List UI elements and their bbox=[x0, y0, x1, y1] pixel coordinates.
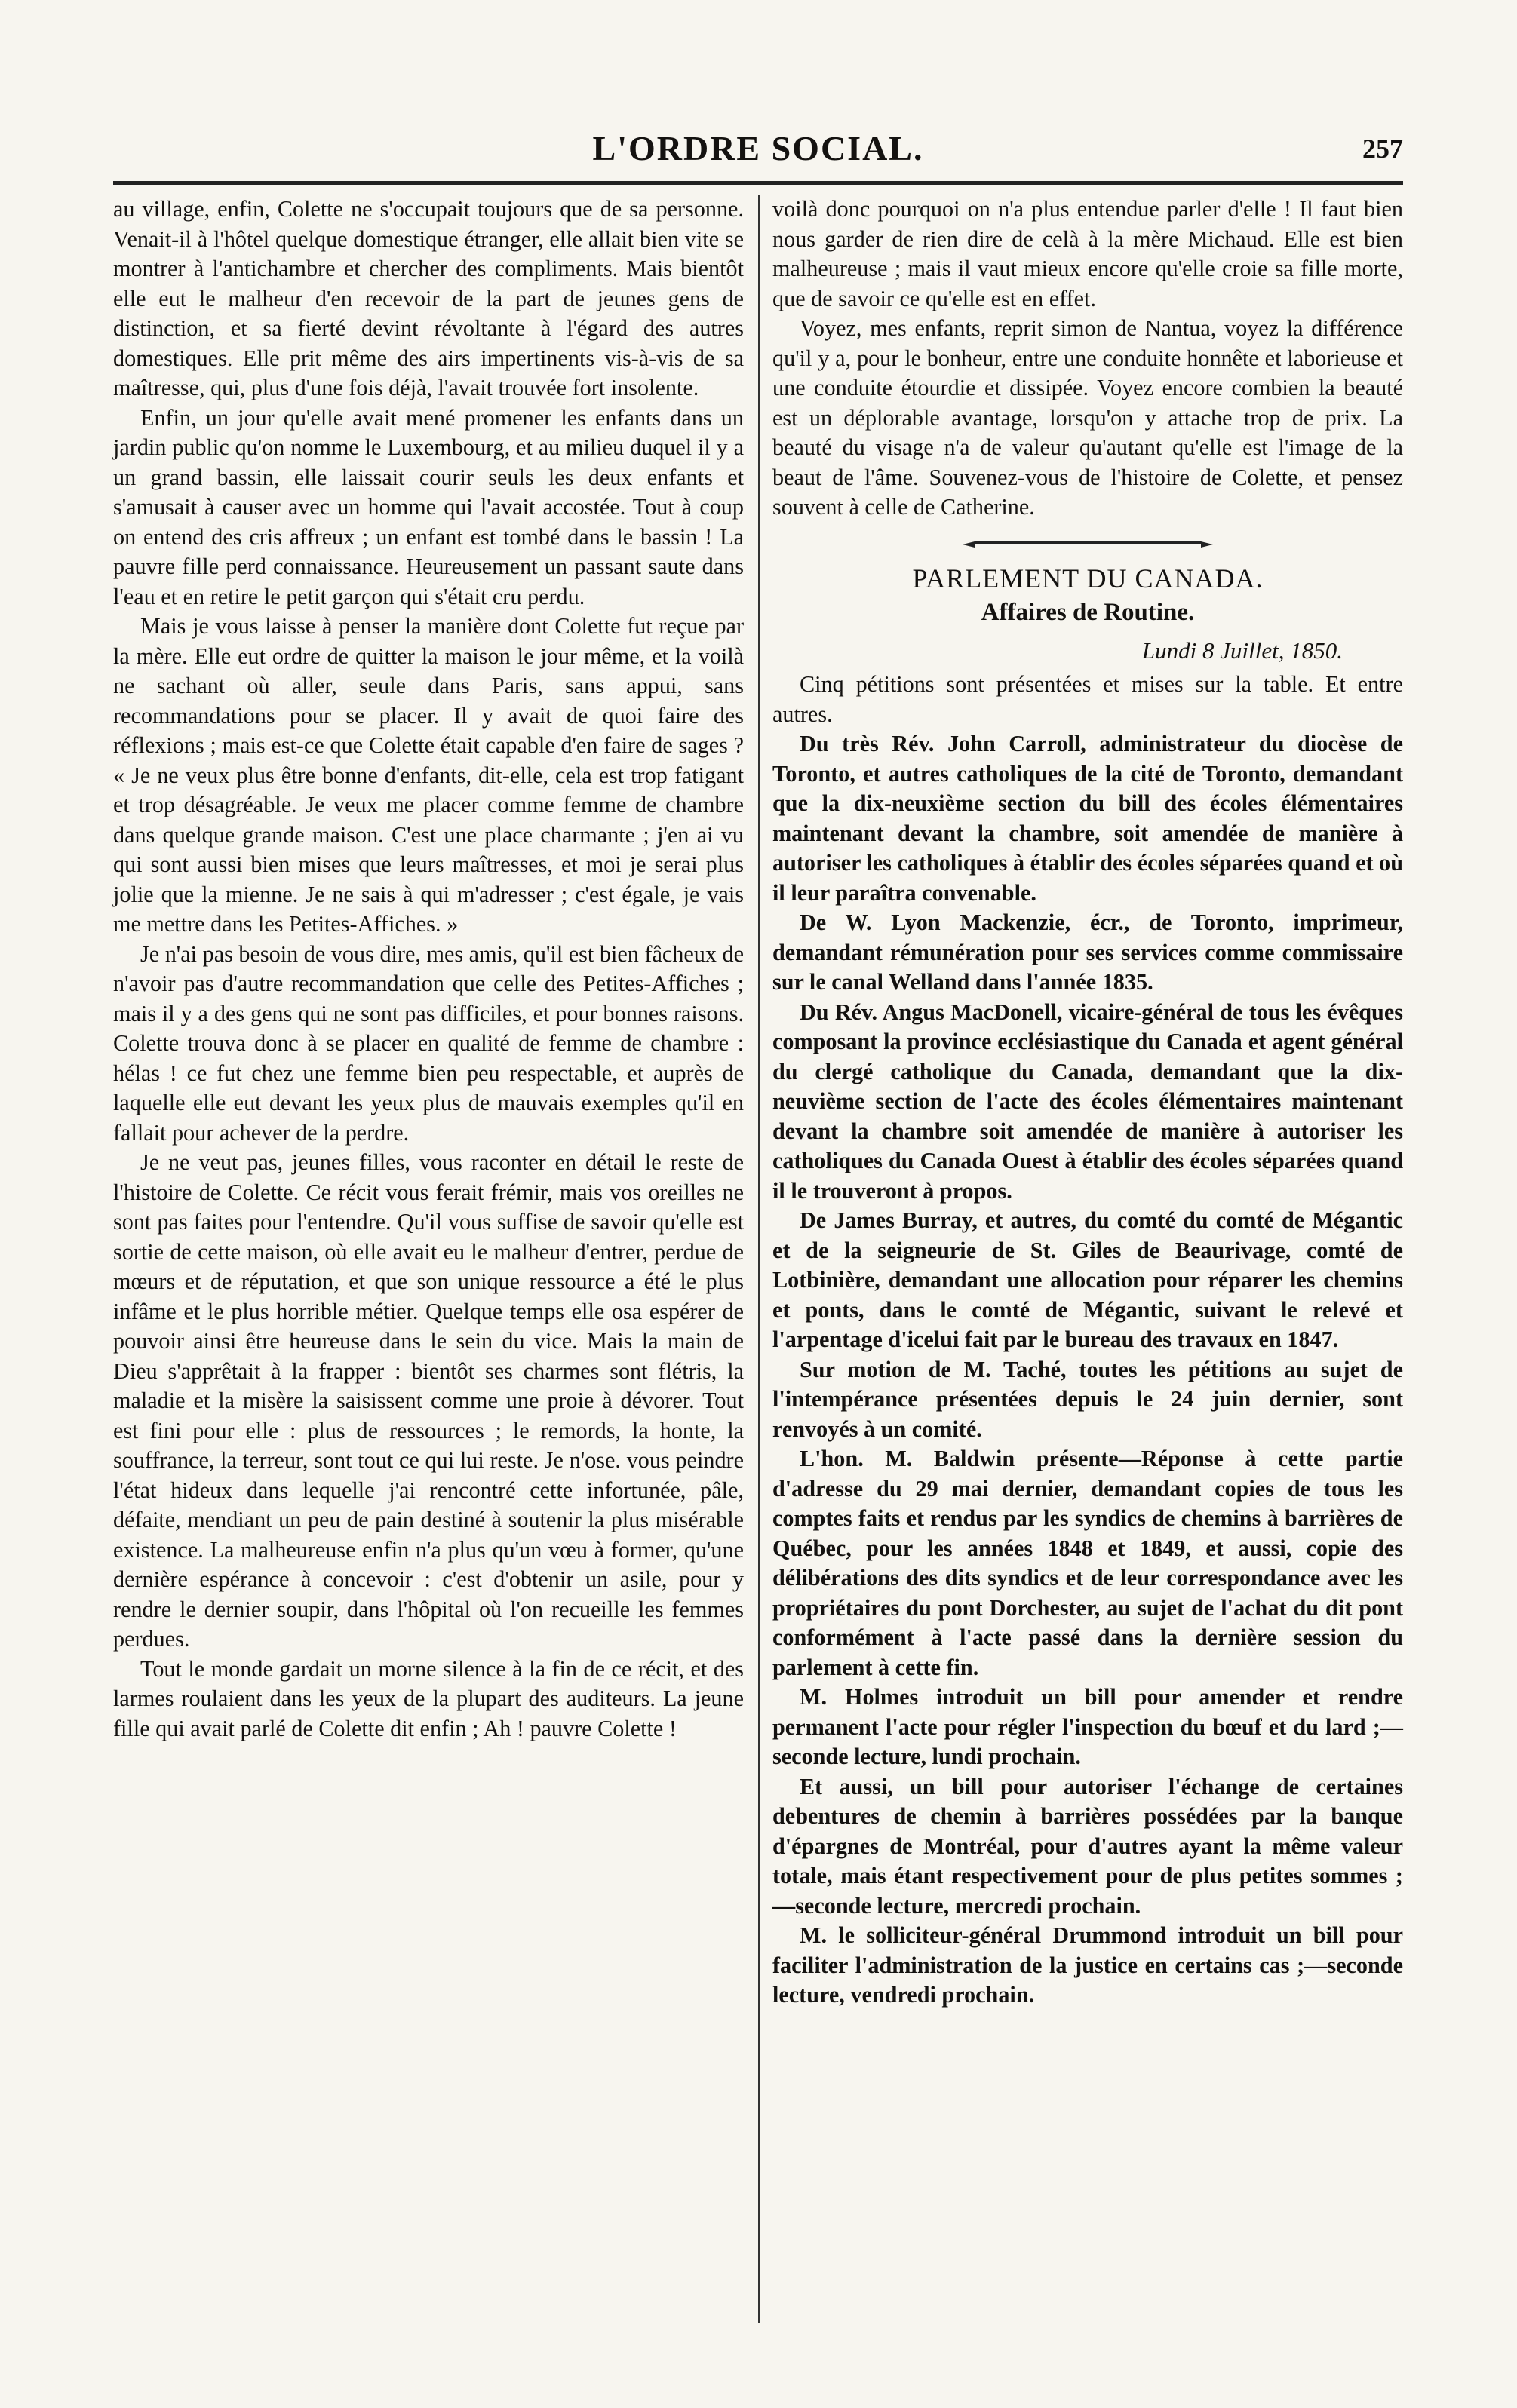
page-header bbox=[113, 113, 1403, 173]
dateline: Lundi 8 Juillet, 1850. bbox=[1141, 637, 1343, 664]
left-column bbox=[113, 195, 744, 1744]
proceedings-paragraph: Cinq pétitions sont présentées et mises sur la table. Et entre autres. bbox=[772, 671, 1403, 727]
newspaper-page bbox=[113, 113, 1403, 2345]
proceedings-paragraph: Sur motion de M. Taché, toutes les pétitions au sujet de l'intempérance présentées depuis le 24 juin dernier, sont renvoyés à un comité. bbox=[772, 1356, 1403, 1442]
proceedings-paragraph: De James Burray, et autres, du comté du comté de Mégantic et de la seigneurie de St. Giles de Beaurivage, comté de Lotbinière, demandant une allocation pour réparer les chemins et ponts, dans le comté de Mégantic, suivant le relevé et l'arpentage d'icelui fait par le bureau des travaux en 1847. bbox=[772, 1207, 1403, 1352]
section-subtitle: Affaires de Routine. bbox=[981, 599, 1195, 626]
left-paragraph: Tout le monde gardait un morne silence à la fin de ce récit, et des larmes roulaient dans les yeux de la plupart des auditeurs. La jeune fille qui avait parlé de Colette dit enfin ; Ah ! pauvre Colette ! bbox=[113, 1655, 744, 1741]
right-paragraph: voilà donc pourquoi on n'a plus entendue parler d'elle ! Il faut bien nous garder de rien dire de celà à la mère Michaud. Elle est bien malheureuse ; mais il vaut mieux encore qu'elle croie sa fille morte, que de savoir ce qu'elle est en effet. bbox=[772, 196, 1403, 311]
right-column bbox=[772, 195, 1403, 2011]
right-paragraph: Voyez, mes enfants, reprit simon de Nantua, voyez la différence qu'il y a, pour le bonheur, entre une conduite honnête et laborieuse et une conduite étourdie et dissipée. Voyez encore combien la beauté est un déplorable avantage, lorsqu'on y attache trop de prix. La beauté du visage n'a de valeur qu'autant qu'elle est l'image de la beaut de l'âme. Souvenez-vous de l'histoire de Colette, et pensez souvent à celle de Catherine. bbox=[772, 315, 1403, 520]
proceedings-paragraph: Du très Rév. John Carroll, administrateur du diocèse de Toronto, et autres catholiques de la cité de Toronto, demandant que la dix-neuxième section du bill des écoles élémentaires maintenant devant la chambre, soit amendée de manière à autoriser les catholiques à établir des écoles séparées quand et où il leur paraîtra convenable. bbox=[772, 731, 1403, 906]
left-paragraph: Mais je vous laisse à penser la manière dont Colette fut reçue par la mère. Elle eut ordre de quitter la maison le jour même, et la voilà ne sachant où aller, seule dans Paris, sans appui, sans recommandations pour se placer. Il y avait de quoi faire des réflexions ; mais est-ce que Colette était capable d'en faire de sages ? « Je ne veux plus être bonne d'enfants, dit-elle, cela est trop fatigant et trop désagréable. Je veux me placer comme femme de chambre dans quelque grande maison. C'est une place charmante ; j'en ai vu qui sont aussi bien mises que leurs maîtresses, et moi je serai plus jolie que la mienne. Je ne sais à qui m'adresser ; c'est égale, je vais me mettre dans les Petites-Affiches. » bbox=[113, 613, 744, 937]
left-paragraph: Enfin, un jour qu'elle avait mené promener les enfants dans un jardin public qu'on nomme le Luxembourg, et au milieu duquel il y a un grand bassin, elle laissait courir seuls les deux enfants et s'amusait à causer avec un homme qui l'avait accostée. Tout à coup on entend des cris affreux ; un enfant est tombé dans le bassin ! La pauvre fille perd connaissance. Heureusement un passant saute dans l'eau et en retire le petit garçon qui s'était cru perdu. bbox=[113, 404, 744, 609]
proceedings-paragraph: M. Holmes introduit un bill pour amender et rendre permanent l'acte pour régler l'inspection du bœuf et du lard ;—seconde lecture, lundi prochain. bbox=[772, 1684, 1403, 1769]
section-separator bbox=[975, 541, 1201, 544]
proceedings-paragraph: L'hon. M. Baldwin présente—Réponse à cette partie d'adresse du 29 mai dernier, demandant copies de tous les comptes faits et rendus par les syndics de chemins à barrières de Québec, pour les années 1848 et 1849, et aussi, copie des délibérations des dits syndics et de leur correspondance avec les propriétaires du pont Dorchester, au sujet de l'achat du dit pont conformément à l'acte passé dans la dernière session du parlement à cette fin. bbox=[772, 1446, 1403, 1680]
section-title: PARLEMENT DU CANADA. bbox=[912, 563, 1264, 594]
proceedings-paragraph: De W. Lyon Mackenzie, écr., de Toronto, imprimeur, demandant rémunération pour ses services comme commissaire sur le canal Welland dans l'année 1835. bbox=[772, 910, 1403, 995]
columns bbox=[113, 195, 1403, 2345]
page-number: 257 bbox=[1362, 133, 1403, 164]
proceedings-paragraph: Et aussi, un bill pour autoriser l'échange de certaines debentures de chemin à barrières possédées par la banque d'épargnes de Montréal, pour d'autres ayant la même valeur totale, mais étant respectivement pour de plus petites sommes ;—seconde lecture, mercredi prochain. bbox=[772, 1773, 1403, 1919]
left-paragraph: Je ne veut pas, jeunes filles, vous raconter en détail le reste de l'histoire de Colette. Ce récit vous ferait frémir, mais vos oreilles ne sont pas faites pour l'entendre. Qu'il vous suffise de savoir qu'elle est sortie de cette maison, où elle avait eu le malheur d'entrer, perdue de mœurs et de réputation, et que son unique ressource a été le plus infâme et le plus horrible métier. Quelque temps elle osa espérer de pouvoir ainsi être heureuse dans le sein du vice. Mais la main de Dieu s'apprêtait à la frapper : bientôt ses charmes sont flétris, la maladie et la misère la saisissent comme une proie à dévorer. Tout est fini pour elle : plus de ressources ; le remords, la honte, la souffrance, la terreur, sont tout ce qui lui reste. Je n'ose. vous peindre l'état hideux dans lequelle j'ai rencontré cette infortunée, pâle, défaite, mendiant un peu de pain destiné à soutenir la plus misérable existence. La malheureuse enfin n'a plus qu'un vœu à former, qu'une dernière espérance à concevoir : c'est d'obtenir un asile, pour y rendre le dernier soupir, dans l'hôpital où l'on recueille les femmes perdues. bbox=[113, 1149, 744, 1652]
left-paragraph: Je n'ai pas besoin de vous dire, mes amis, qu'il est bien fâcheux de n'avoir pas d'autre recommandation que celle des Petites-Affiches ; mais il y a des gens qui ne sont pas difficiles, et pour bonnes raisons. Colette trouva donc à se placer en qualité de femme de chambre : hélas ! ce fut chez une femme bien peu respectable, et auprès de laquelle elle eut devant les yeux plus de mauvais exemples qu'il en fallait pour achever de la perdre. bbox=[113, 940, 744, 1146]
header-rule bbox=[113, 181, 1403, 188]
column-divider bbox=[758, 195, 760, 2323]
proceedings-paragraph: M. le solliciteur-général Drummond introduit un bill pour faciliter l'administration de la justice en certains cas ;—seconde lecture, vendredi prochain. bbox=[772, 1922, 1403, 2008]
running-title: L'ORDRE SOCIAL. bbox=[592, 129, 924, 167]
left-paragraph: au village, enfin, Colette ne s'occupait toujours que de sa personne. Venait-il à l'hôtel quelque domestique étranger, elle allait bien vite se montrer à l'antichambre et chercher des compliments. Mais bientôt elle eut le malheur d'en recevoir de la part de jeunes gens de distinction, et sa fierté devint révoltante à l'égard des autres domestiques. Elle prit même des airs impertinents vis-à-vis de sa maîtresse, qui, plus d'une fois déjà, l'avait trouvée fort insolente. bbox=[113, 196, 744, 400]
proceedings-paragraph: Du Rév. Angus MacDonell, vicaire-général de tous les évêques composant la province ecclésiastique du Canada et agent général du clergé catholique du Canada, demandant que la dix-neuvième section de l'acte des écoles élémentaires maintenant devant la chambre soit amendée de manière à autoriser les catholiques du Canada Ouest à établir des écoles séparées quand il le trouveront à propos. bbox=[772, 998, 1403, 1204]
